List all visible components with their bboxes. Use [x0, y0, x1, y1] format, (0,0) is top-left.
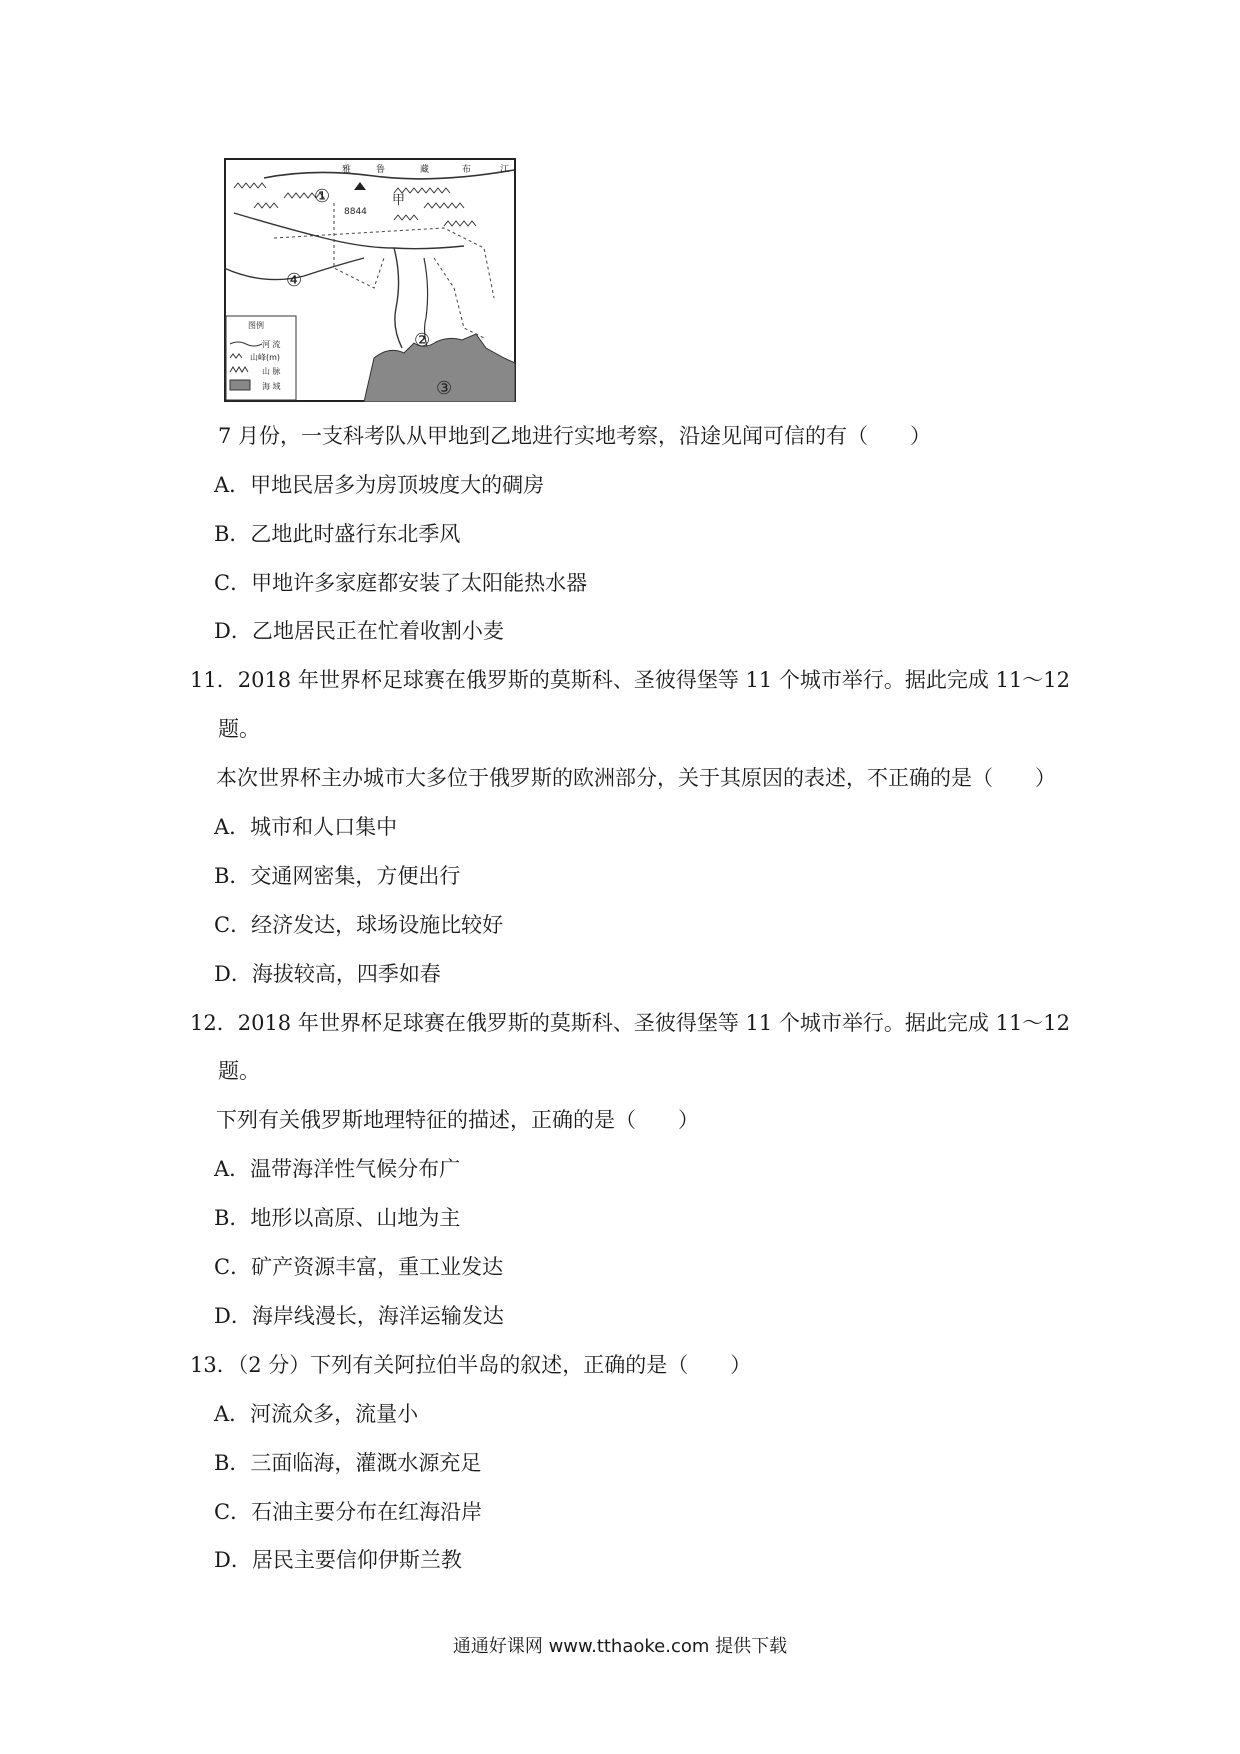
- q13-stem: 13．（2 分）下列有关阿拉伯半岛的叙述，正确的是（ ）: [190, 1353, 752, 1377]
- q10-option-d: D．乙地居民正在忙着收割小麦: [214, 619, 504, 643]
- q11-stem: 本次世界杯主办城市大多位于俄罗斯的欧洲部分，关于其原因的表述，不正确的是（ ）: [216, 766, 1056, 790]
- q13-option-a: A．河流众多，流量小: [214, 1402, 419, 1426]
- river-label-char: 鲁: [376, 165, 386, 175]
- river-label-char: 藏: [420, 165, 430, 175]
- marker-2: ②: [414, 330, 431, 351]
- q11-option-c: C．经济发达，球场设施比较好: [214, 913, 504, 937]
- q11-intro: 11．2018 年世界杯足球赛在俄罗斯的莫斯科、圣彼得堡等 11 个城市举行。据此完成 11～12: [190, 668, 1071, 692]
- page-footer: 通通好课网 www.tthaoke.com 提供下载: [452, 1636, 788, 1657]
- river-label-char: 布: [462, 165, 472, 175]
- q12-option-d: D．海岸线漫长，海洋运输发达: [214, 1304, 504, 1328]
- marker-4: ④: [286, 270, 303, 291]
- q12-stem: 下列有关俄罗斯地理特征的描述，正确的是（ ）: [216, 1108, 699, 1132]
- q13-option-b: B．三面临海，灌溉水源充足: [214, 1451, 482, 1475]
- q12-intro-cont: 题。: [218, 1059, 260, 1083]
- q13-option-d: D．居民主要信仰伊斯兰教: [214, 1548, 462, 1572]
- q11-option-d: D．海拔较高，四季如春: [214, 962, 441, 986]
- q10-option-b: B．乙地此时盛行东北季风: [214, 522, 461, 546]
- q10-option-a: A．甲地民居多为房顶坡度大的碉房: [214, 473, 545, 497]
- q12-option-b: B．地形以高原、山地为主: [214, 1206, 461, 1230]
- river-label-char: 江: [500, 165, 510, 175]
- place-jia: 甲: [392, 193, 406, 208]
- q11-option-a: A．城市和人口集中: [214, 815, 398, 839]
- legend-sea: 海 域: [262, 382, 281, 391]
- legend-peak: 山峰(m): [250, 353, 281, 362]
- legend-range: 山 脉: [262, 367, 281, 376]
- q12-option-a: A．温带海洋性气候分布广: [214, 1157, 461, 1181]
- q10-option-c: C．甲地许多家庭都安装了太阳能热水器: [214, 571, 588, 595]
- marker-1: ①: [314, 186, 331, 207]
- q13-option-c: C．石油主要分布在红海沿岸: [214, 1500, 483, 1524]
- legend-river: 河 流: [262, 340, 281, 349]
- river-label-char: 雅: [342, 165, 352, 175]
- q12-intro: 12．2018 年世界杯足球赛在俄罗斯的莫斯科、圣彼得堡等 11 个城市举行。据此完成 11～12: [190, 1011, 1071, 1035]
- map-figure: [224, 158, 516, 402]
- q10-stem: 7 月份，一支科考队从甲地到乙地进行实地考察，沿途见闻可信的有（ ）: [218, 424, 932, 448]
- legend-title: 图例: [248, 321, 264, 330]
- q11-intro-cont: 题。: [218, 717, 260, 741]
- peak-elevation: 8844: [344, 207, 367, 217]
- q11-option-b: B．交通网密集，方便出行: [214, 864, 461, 888]
- marker-3: ③: [436, 378, 453, 399]
- q12-option-c: C．矿产资源丰富，重工业发达: [214, 1255, 504, 1279]
